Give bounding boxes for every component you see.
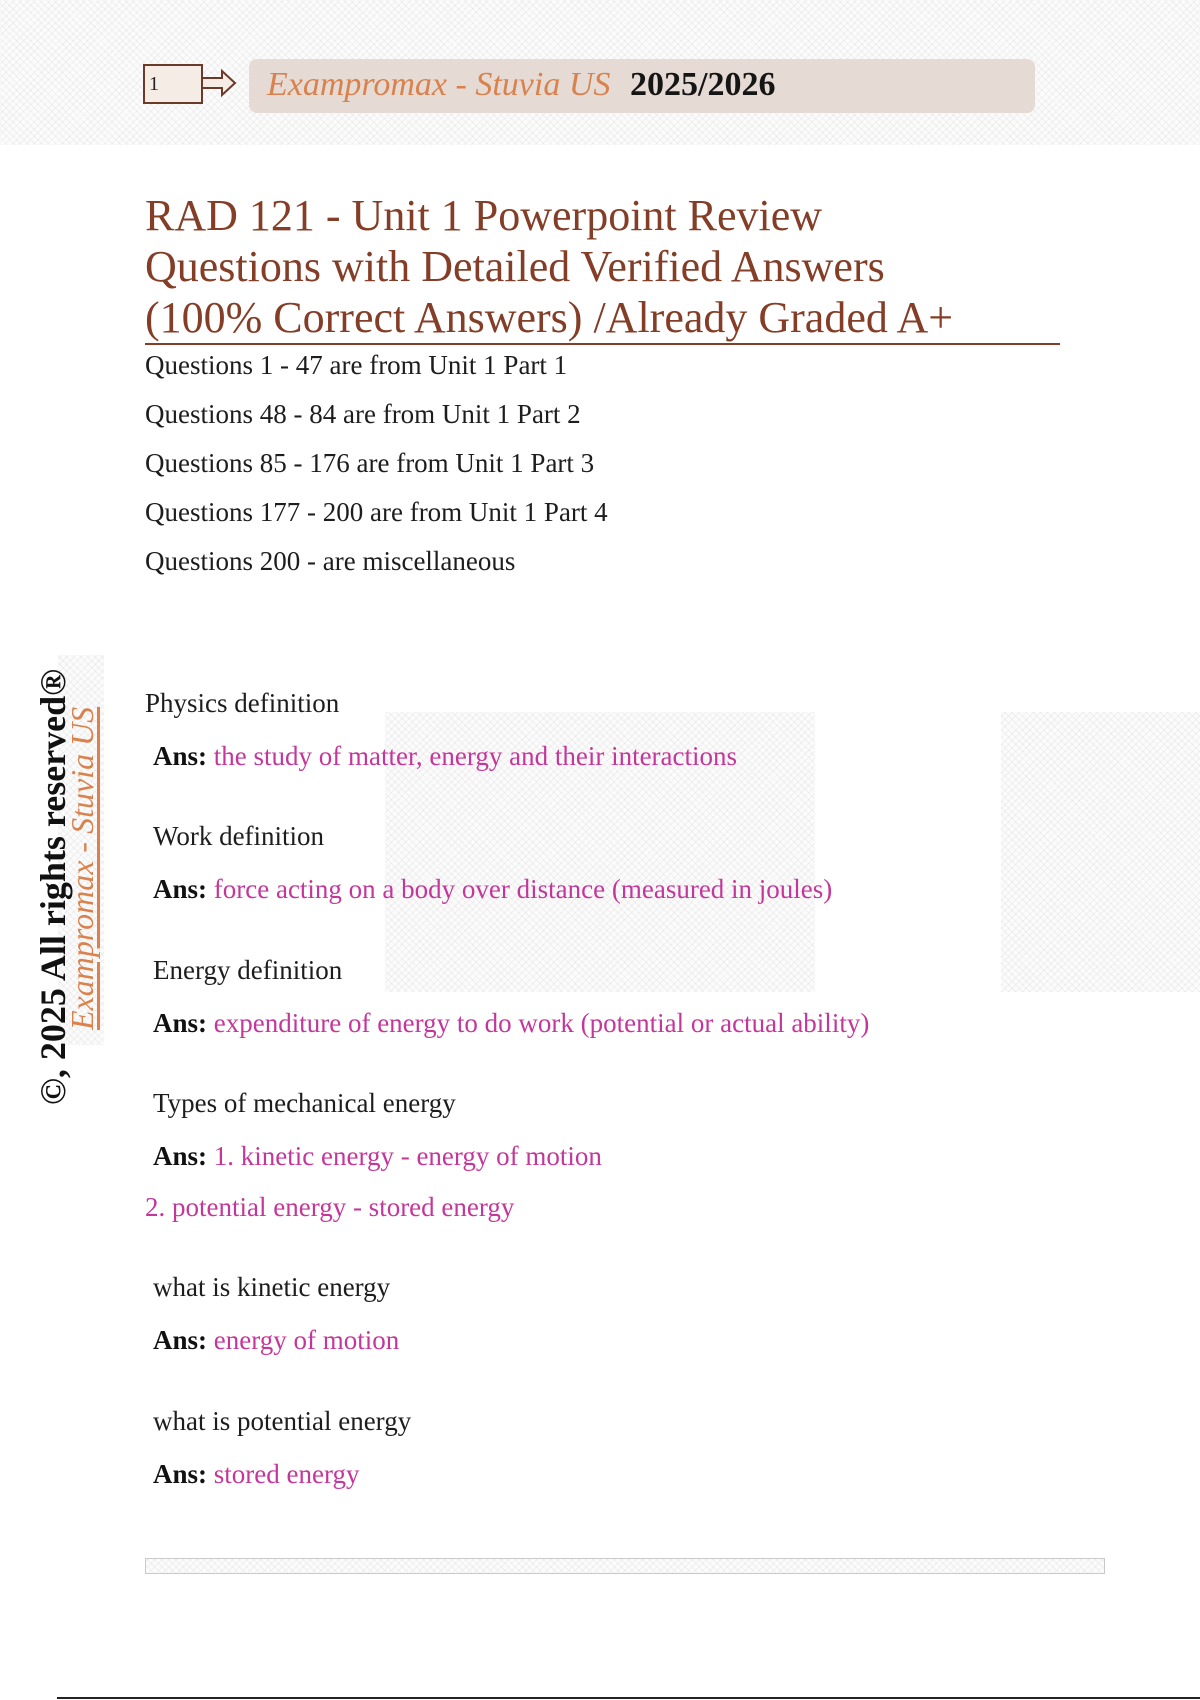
- answer-text: stored energy: [213, 1459, 360, 1489]
- answer: [153, 741, 737, 772]
- intro-list: [145, 350, 608, 595]
- intro-line: Questions 85 - 176 are from Unit 1 Part 3: [145, 448, 595, 478]
- answer-continuation: 2. potential energy - stored energy: [145, 1192, 515, 1222]
- title-line: (100% Correct Answers) /Already Graded A+: [145, 293, 954, 342]
- answer-label: Ans:: [153, 874, 208, 904]
- copyright-notice: ©, 2025 All rights reserved®: [33, 668, 73, 1105]
- answer-label: Ans:: [153, 1459, 208, 1489]
- answer-text: the study of matter, energy and their interactions: [213, 741, 738, 771]
- header-year: 2025/2026: [630, 66, 776, 103]
- answer: [153, 1459, 359, 1490]
- answer-text: energy of motion: [213, 1325, 400, 1355]
- question: Work definition: [153, 821, 325, 851]
- answer-label: Ans:: [153, 741, 208, 771]
- answer-label: Ans:: [153, 1141, 208, 1171]
- bottom-rule: [57, 1697, 1200, 1699]
- question: Physics definition: [145, 688, 340, 718]
- answer-text: expenditure of energy to do work (potential or actual ability): [213, 1008, 870, 1038]
- answer-text: force acting on a body over distance (measured in joules): [213, 874, 833, 904]
- question: what is kinetic energy: [153, 1272, 391, 1302]
- answer: [153, 1141, 602, 1172]
- answer: [153, 1325, 399, 1356]
- side-brand-watermark: Exampromax - Stuvia US: [64, 706, 100, 1030]
- header-brand: Exampromax - Stuvia US: [267, 66, 611, 103]
- question: Energy definition: [153, 955, 343, 985]
- watermark-pattern: [1001, 712, 1200, 992]
- question: what is potential energy: [153, 1406, 412, 1436]
- answer: [153, 1008, 869, 1039]
- intro-line: Questions 48 - 84 are from Unit 1 Part 2: [145, 399, 581, 429]
- answer-text: 1. kinetic energy - energy of motion: [213, 1141, 602, 1171]
- question: Types of mechanical energy: [153, 1088, 456, 1118]
- document-title: [145, 190, 1060, 345]
- page-number-box: [143, 64, 203, 104]
- intro-line: Questions 200 - are miscellaneous: [145, 546, 516, 576]
- section-separator: [145, 1558, 1105, 1574]
- intro-line: Questions 1 - 47 are from Unit 1 Part 1: [145, 350, 568, 380]
- answer: [153, 874, 832, 905]
- page-number: 1: [149, 73, 159, 95]
- title-line: RAD 121 - Unit 1 Powerpoint Review: [145, 191, 823, 240]
- answer-label: Ans:: [153, 1008, 208, 1038]
- intro-line: Questions 177 - 200 are from Unit 1 Part 4: [145, 497, 608, 527]
- title-line: Questions with Detailed Verified Answers: [145, 242, 885, 291]
- answer-label: Ans:: [153, 1325, 208, 1355]
- arrow-right-icon: [200, 68, 238, 98]
